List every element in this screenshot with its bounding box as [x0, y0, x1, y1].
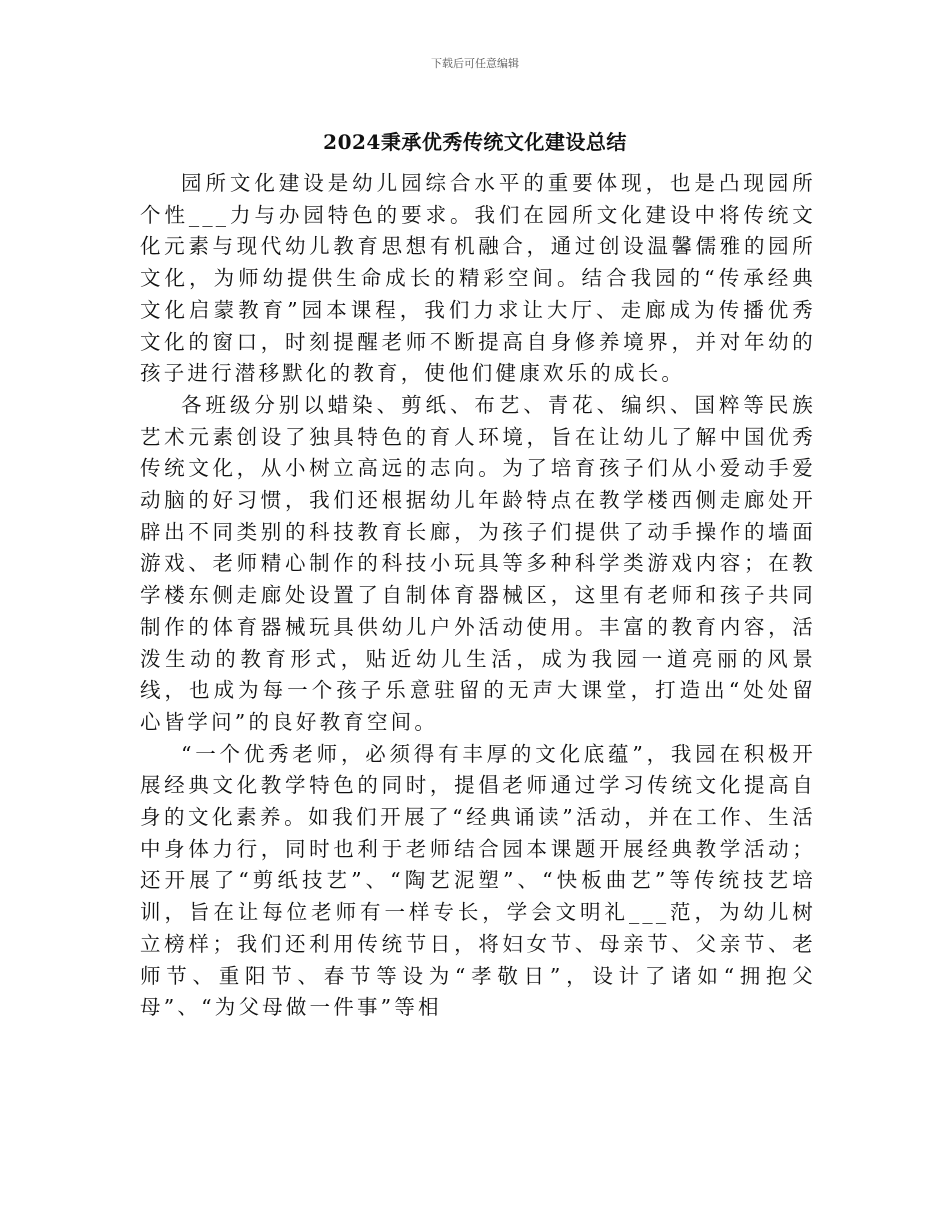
paragraph-1: 园所文化建设是幼儿园综合水平的重要体现，也是凸现园所个性___力与办园特色的要求。我们在园所文化建设中将传统文化元素与现代幼儿教育思想有机融合，通过创设温馨儒雅的园所文化，为师幼提供生命成长的精彩空间。结合我园的“传承经典文化启蒙教育”园本课程，我们力求让大厅、走廊成为传播优秀文化的窗口，时刻提醒老师不断提高自身修养境界，并对年幼的孩子进行潜移默化的教育，使他们健康欢乐的成长。 [140, 171, 816, 386]
paragraph-2: 各班级分别以蜡染、剪纸、布艺、青花、编织、国粹等民族艺术元素创设了独具特色的育人环境，旨在让幼儿了解中国优秀传统文化，从小树立高远的志向。为了培育孩子们从小爱动手爱动脑的好习惯，我们还根据幼儿年龄特点在教学楼西侧走廊处开辟出不同类别的科技教育长廊，为孩子们提供了动手操作的墙面游戏、老师精心制作的科技小玩具等多种科学类游戏内容；在教学楼东侧走廊处设置了自制体育器械区，这里有老师和孩子共同制作的体育器械玩具供幼儿户外活动使用。丰富的教育内容，活泼生动的教育形式，贴近幼儿生活，成为我园一道亮丽的风景线，也成为每一个孩子乐意驻留的无声大课堂，打造出“处处留心皆学问”的良好教育空间。 [140, 392, 816, 734]
header-note: 下载后可任意编辑 [431, 57, 519, 70]
paragraph-3: “一个优秀老师，必须得有丰厚的文化底蕴”，我园在积极开展经典文化教学特色的同时，提倡老师通过学习传统文化提高自身的文化素养。如我们开展了“经典诵读”活动，并在工作、生活中身体力行，同时也利于老师结合园本课题开展经典教学活动；还开展了“剪纸技艺”、“陶艺泥塑”、“快板曲艺”等传统技艺培训，旨在让每位老师有一样专长，学会文明礼___范，为幼儿树立榜样；我们还利用传统节日，将妇女节、母亲节、父亲节、老师节、重阳节、春节等设为“孝敬日”，设计了诸如“拥抱父母”、“为父母做一件事”等相 [140, 741, 816, 1020]
document-body [140, 168, 816, 1024]
document-title: 2024秉承优秀传统文化建设总结 [323, 130, 627, 154]
